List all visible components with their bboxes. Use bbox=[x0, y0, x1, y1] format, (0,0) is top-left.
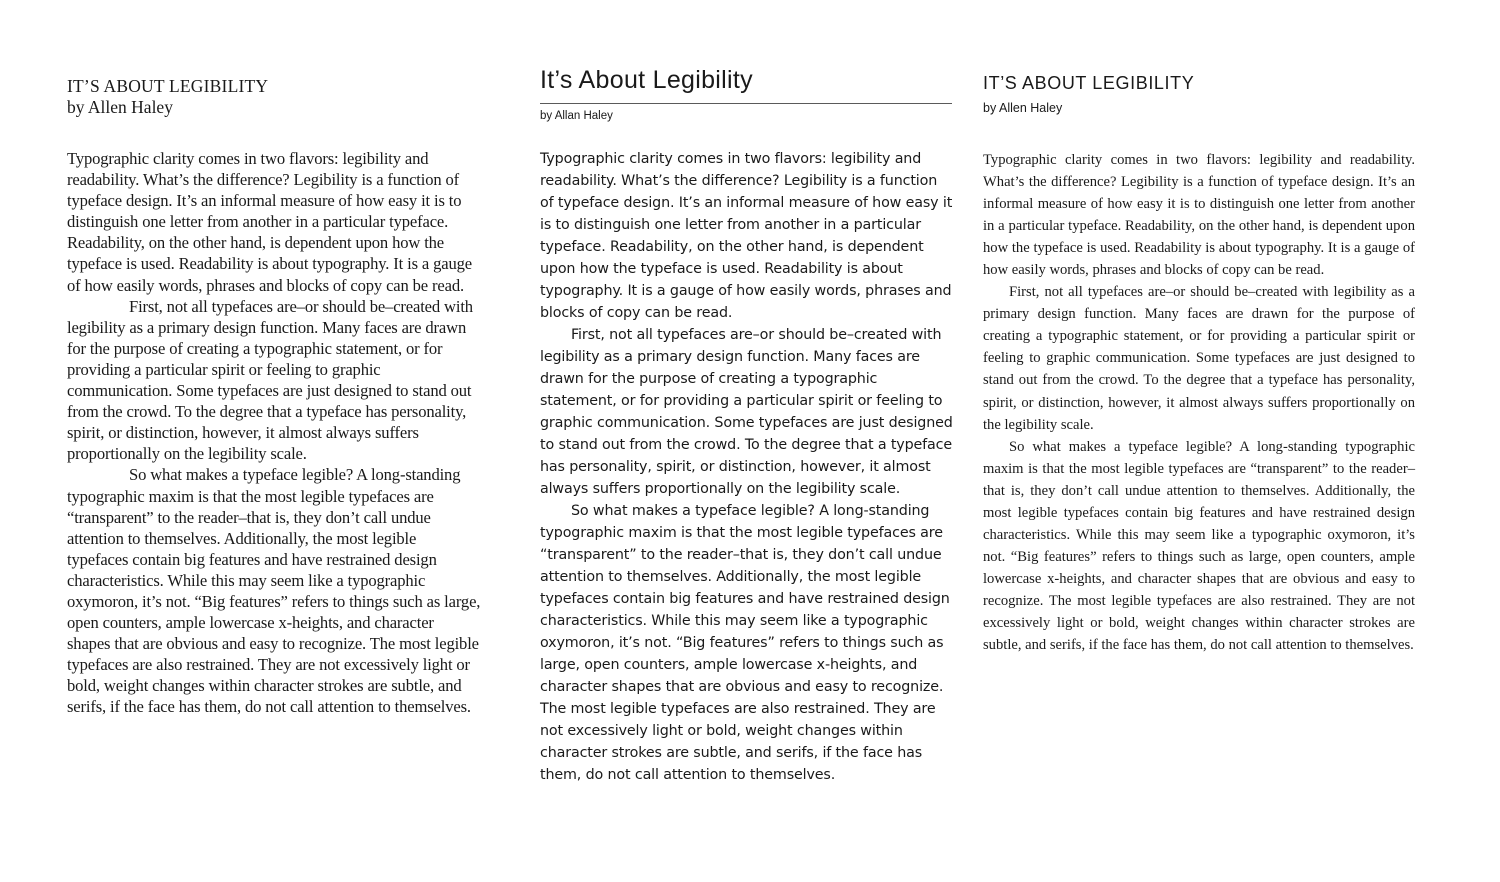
body-paragraph: So what makes a typeface legible? A long-standing typographic maxim is that the most legible typefaces are “transparent” to the reader–that is, they don’t call undue attention to themselves. Additionally, the most legible typefaces contain big features and have restrained design characteristics. While this may seem like a typographic oxymoron, it’s not. “Big features” refers to things such as large, open counters, ample lowercase x-heights, and character shapes that are obvious and easy to recognize. The most legible typefaces are also restrained. They are not excessively light or bold, weight changes within character strokes are subtle, and serifs, if the face has them, do not call attention to themselves. bbox=[67, 465, 481, 717]
body-paragraph: First, not all typefaces are–or should be–created with legibility as a primary design function. Many faces are drawn for the purpose of creating a typographic statement, or for providing a particular spirit or feeling to graphic communication. Some typefaces are just designed to stand out from the crowd. To the degree that a typeface has personality, spirit, or distinction, however, it almost always suffers proportionally on the legibility scale. bbox=[983, 284, 1415, 433]
body-paragraph: Typographic clarity comes in two flavors: legibility and readability. What’s the difference? Legibility is a function of typeface design. It’s an informal measure of how easy it is to distinguish one letter from another in a particular typeface. Readability, on the other hand, is dependent upon how the typeface is used. Readability is about typography. It is a gauge of how easily words, phrases and blocks of copy can be read. bbox=[983, 152, 1415, 279]
body-paragraph: So what makes a typeface legible? A long-standing typographic maxim is that the most legible typefaces are “transparent” to the reader–that is, they don’t call undue attention to themselves. Additionally, the most legible typefaces contain big features and have restrained design characteristics. While this may seem like a typographic oxymoron, it’s not. “Big features” refers to things such as large, open counters, ample lowercase x-heights, and character shapes that are obvious and easy to recognize. The most legible typefaces are also restrained. They are not excessively light or bold, weight changes within character strokes are subtle, and serifs, if the face has them, do not call attention to themselves. bbox=[540, 503, 950, 783]
article-byline: by Allen Haley bbox=[67, 97, 173, 117]
article-title: IT’S ABOUT LEGIBILITY bbox=[67, 76, 269, 96]
article-body bbox=[540, 148, 954, 786]
article-body bbox=[983, 149, 1415, 656]
article-title: IT’S ABOUT LEGIBILITY bbox=[983, 73, 1195, 93]
body-paragraph: Typographic clarity comes in two flavors: legibility and readability. What’s the difference? Legibility is a function of typeface design. It’s an informal measure of how easy it is to distinguish one letter from another in a particular typeface. Readability, on the other hand, is dependent upon how the typeface is used. Readability is about typography. It is a gauge of how easily words, phrases and blocks of copy can be read. bbox=[540, 151, 953, 321]
article-title: It’s About Legibility bbox=[540, 66, 753, 94]
article-body bbox=[67, 148, 481, 718]
body-paragraph: Typographic clarity comes in two flavors: legibility and readability. What’s the difference? Legibility is a function of typeface design. It’s an informal measure of how easy it is to distinguish one letter from another in a particular typeface. Readability, on the other hand, is dependent upon how the typeface is used. Readability is about typography. It is a gauge of how easily words, phrases and blocks of copy can be read. bbox=[67, 149, 472, 295]
article-byline: by Allen Haley bbox=[983, 101, 1063, 115]
body-paragraph: So what makes a typeface legible? A long-standing typographic maxim is that the most legible typefaces are “transparent” to the reader–that is, they don’t call undue attention to themselves. Additionally, the most legible typefaces contain big features and have restrained design characteristics. While this may seem like a typographic oxymoron, it’s not. “Big features” refers to things such as large, open counters, ample lowercase x-heights, and character shapes that are obvious and easy to recognize. The most legible typefaces are also restrained. They are not excessively light or bold, weight changes within character strokes are subtle, and serifs, if the face has them, do not call attention to themselves. bbox=[983, 438, 1415, 654]
article-byline: by Allan Haley bbox=[540, 110, 613, 122]
body-paragraph: First, not all typefaces are–or should be–created with legibility as a primary design function. Many faces are drawn for the purpose of creating a typographic statement, or for providing a particular spirit or feeling to graphic communication. Some typefaces are just designed to stand out from the crowd. To the degree that a typeface has personality, spirit, or distinction, however, it almost always suffers proportionally on the legibility scale. bbox=[540, 327, 953, 497]
title-rule bbox=[540, 103, 952, 104]
body-paragraph: First, not all typefaces are–or should be–created with legibility as a primary design function. Many faces are drawn for the purpose of creating a typographic statement, or for providing a particular spirit or feeling to graphic communication. Some typefaces are just designed to stand out from the crowd. To the degree that a typeface has personality, spirit, or distinction, however, it almost always suffers proportionally on the legibility scale. bbox=[67, 296, 473, 464]
